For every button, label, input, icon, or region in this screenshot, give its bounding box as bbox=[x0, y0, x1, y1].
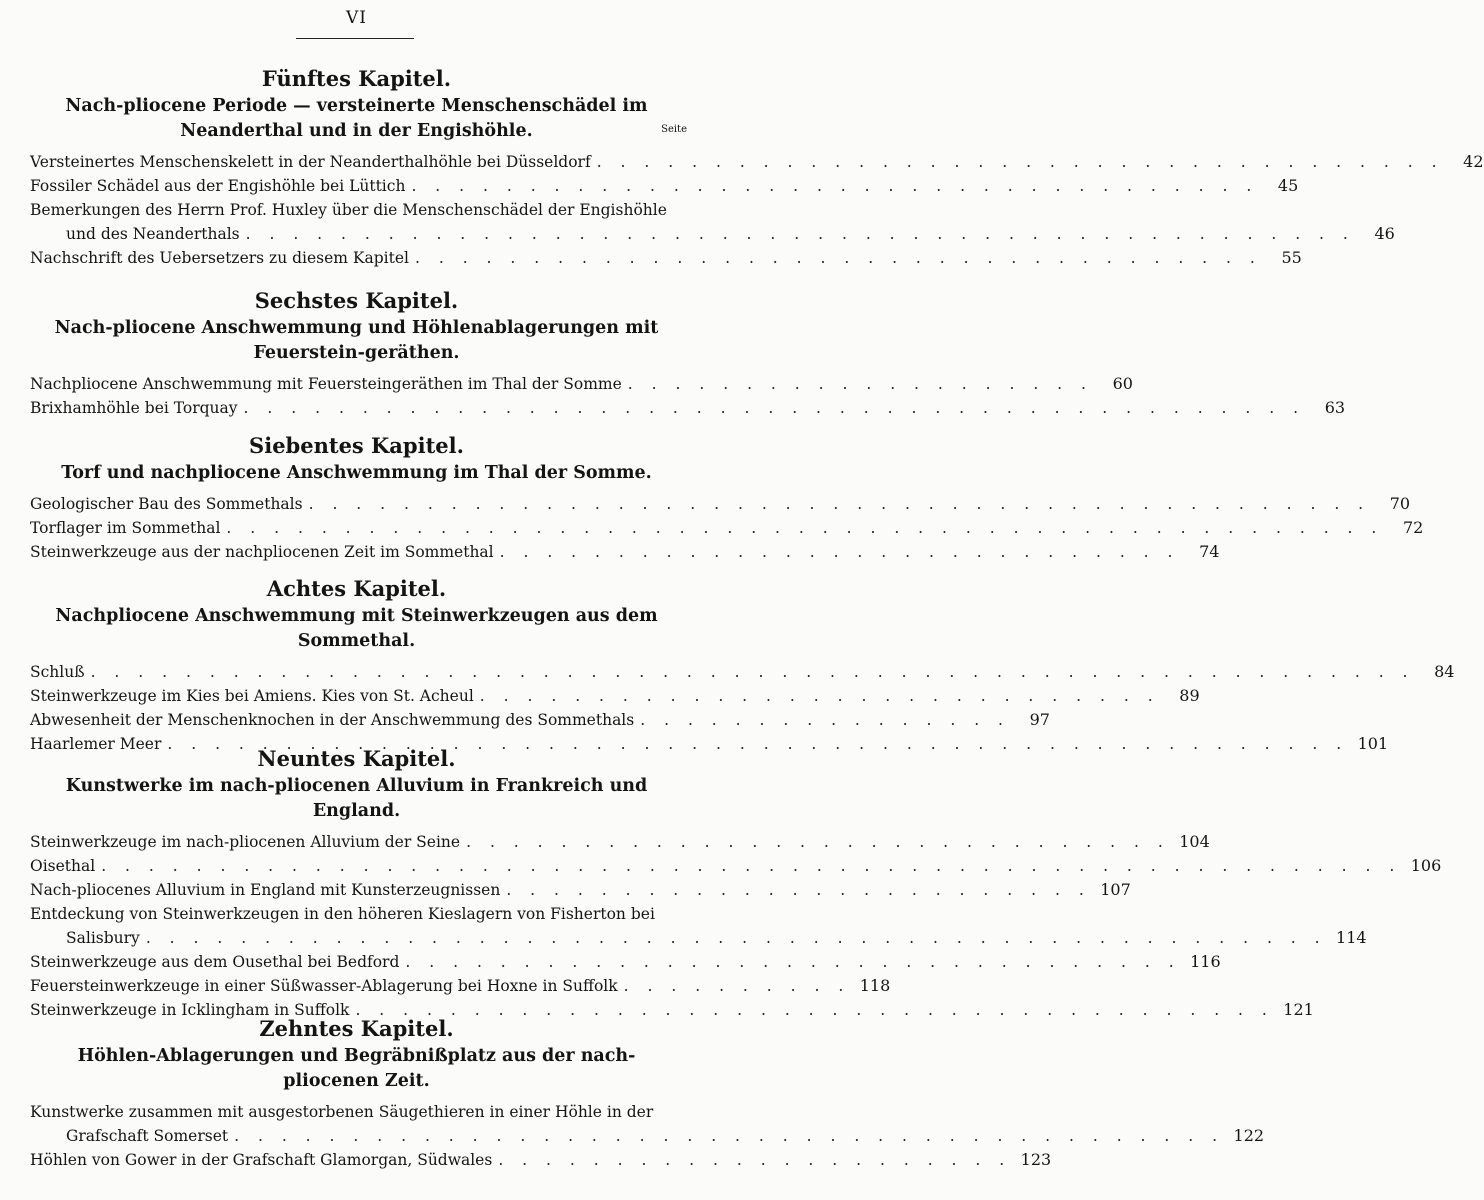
dot-leader: . . . . . . . . . . . . . . . . . . . . . . bbox=[498, 1151, 1012, 1169]
chapter-title: Neuntes Kapitel. bbox=[257, 746, 456, 771]
chapter-title: Siebentes Kapitel. bbox=[249, 433, 464, 458]
entry-text: Geologischer Bau des Sommethals bbox=[30, 495, 303, 513]
entry-text: Versteinertes Menschenskelett in der Neanderthalhöhle bei Düsseldorf bbox=[30, 153, 591, 171]
entry-page: 106 bbox=[1410, 856, 1442, 875]
entry-text: Brixhamhöhle bei Torquay bbox=[30, 399, 238, 417]
dot-leader: . . . . . . . . . . . . . . . . . . . . . . . . . . . . . bbox=[479, 687, 1160, 705]
toc-entry bbox=[30, 372, 1133, 396]
header-rule bbox=[296, 38, 414, 39]
entry-text-continuation: und des Neanderthals bbox=[66, 225, 240, 243]
dot-leader: . . . . . . . . . . . . . . . . . . . . . . . . . bbox=[506, 881, 1091, 899]
entry-text: Steinwerkzeuge im nach-pliocenen Alluvium der Seine bbox=[30, 833, 461, 851]
toc-entry bbox=[30, 246, 1302, 270]
entry-text: Bemerkungen des Herrn Prof. Huxley über die Menschenschädel der Engishöhle bbox=[30, 201, 667, 219]
chapter-9 bbox=[0, 746, 1442, 1022]
chapter-subtitle: Torf und nachpliocene Anschwemmung im Thal der Somme. bbox=[61, 463, 652, 483]
toc-entry bbox=[30, 708, 1050, 732]
entry-text: Steinwerkzeuge aus der nachpliocenen Zeit im Sommethal bbox=[30, 543, 494, 561]
toc-entry bbox=[30, 974, 891, 998]
entry-text: Nachschrift des Uebersetzers zu diesem Kapitel bbox=[30, 249, 409, 267]
page-number: VI bbox=[346, 8, 367, 28]
toc-entry bbox=[30, 492, 1411, 516]
entry-page: 84 bbox=[1434, 662, 1455, 681]
toc-entry bbox=[30, 854, 1442, 878]
entry-page: 118 bbox=[859, 976, 891, 995]
entry-page: 122 bbox=[1233, 1126, 1265, 1145]
toc-entry bbox=[30, 660, 1455, 684]
toc-entry bbox=[30, 1148, 1052, 1172]
entry-page: 42 bbox=[1463, 152, 1484, 171]
entry-text: Steinwerkzeuge aus dem Ousethal bei Bedford bbox=[30, 953, 400, 971]
toc-entry bbox=[30, 878, 1131, 902]
toc-entry bbox=[30, 150, 1484, 174]
entry-text: Schluß bbox=[30, 663, 85, 681]
toc-entry bbox=[30, 516, 1424, 540]
entry-text-continuation: Grafschaft Somerset bbox=[66, 1127, 229, 1145]
chapter-subtitle: Nachpliocene Anschwemmung mit Steinwerkzeugen aus dem Sommethal. bbox=[55, 606, 658, 651]
toc-entry bbox=[30, 396, 1346, 420]
dot-leader: . . . . . . . . . . . . . . . . . . . . . . . . . . . . . . . . . . . . . . . . . . . . . bbox=[243, 399, 1306, 417]
dot-leader: . . . . . . . . . . . . . . . . . . . . . . . . . . . . . . . . . . . . . . . . . . bbox=[234, 1127, 1225, 1145]
dot-leader: . . . . . . . . . . . . . . . . . . . . . . . . . . . . . bbox=[499, 543, 1180, 561]
entry-page: 63 bbox=[1324, 398, 1346, 417]
dot-leader: . . . . . . . . . . . . . . . . . . . . . . . . . . . . . . . . . . . . . . . bbox=[355, 1001, 1274, 1019]
entry-page: 74 bbox=[1199, 542, 1220, 561]
toc-entry bbox=[30, 174, 1299, 198]
dot-leader: . . . . . . . . . . . . . . . . . . . . . . . . . . . . . . . . . . . . . . . . . . . . . . . . . . bbox=[167, 735, 1349, 753]
entry-page: 114 bbox=[1336, 928, 1367, 947]
toc-entry bbox=[30, 684, 1200, 708]
entry-page: 70 bbox=[1389, 494, 1411, 513]
toc-entry bbox=[30, 540, 1220, 564]
entry-page: 101 bbox=[1357, 734, 1389, 753]
entry-page: 116 bbox=[1190, 952, 1221, 971]
entry-text: Kunstwerke zusammen mit ausgestorbenen Säugethieren in einer Höhle in der bbox=[30, 1103, 654, 1121]
chapter-title: Sechstes Kapitel. bbox=[254, 288, 459, 313]
entry-text: Haarlemer Meer bbox=[30, 735, 162, 753]
dot-leader: . . . . . . . . . . . . . . . . . . . . . . . . . . . . . . . . . bbox=[405, 953, 1181, 971]
chapter-subtitle: Höhlen-Ablagerungen und Begräbnißplatz aus der nach-pliocenen Zeit. bbox=[77, 1046, 636, 1091]
chapter-5 bbox=[0, 66, 1484, 270]
chapter-title: Zehntes Kapitel. bbox=[259, 1016, 454, 1041]
entry-text: Steinwerkzeuge in Icklingham in Suffolk bbox=[30, 1001, 350, 1019]
chapter-subtitle: Nach-pliocene Anschwemmung und Höhlenablagerungen mit Feuerstein-geräthen. bbox=[54, 318, 659, 363]
chapter-subtitle-text: Nach-pliocene Periode — versteinerte Menschenschädel im Neanderthal und in der Engishöhle. bbox=[65, 96, 648, 141]
entry-text: Nach-pliocenes Alluvium in England mit Kunsterzeugnissen bbox=[30, 881, 501, 899]
entry-page: 89 bbox=[1179, 686, 1200, 705]
toc-entry bbox=[30, 950, 1221, 974]
entry-page: 46 bbox=[1374, 224, 1395, 243]
entry-text: Fossiler Schädel aus der Engishöhle bei Lüttich bbox=[30, 177, 406, 195]
seite-label: Seite bbox=[661, 124, 687, 135]
dot-leader: . . . . . . . . . . . . . . . . . . . . bbox=[627, 375, 1093, 393]
toc-entry bbox=[30, 1100, 1265, 1148]
entry-page: 123 bbox=[1020, 1150, 1052, 1169]
dot-leader: . . . . . . . . . . . . . . . . bbox=[640, 711, 1010, 729]
entry-text: Entdeckung von Steinwerkzeugen in den höheren Kieslagern von Fisherton bei bbox=[30, 905, 655, 923]
dot-leader: . . . . . . . . . . . . . . . . . . . . . . . . . . . . . . . . . . . . . . . . . . . . . bbox=[308, 495, 1371, 513]
dot-leader: . . . . . . . . . . . . . . . . . . . . . . . . . . . . . . . . . . . . bbox=[415, 249, 1262, 267]
chapter-10 bbox=[0, 1016, 1265, 1172]
chapter-8 bbox=[0, 576, 1455, 756]
dot-leader: . . . . . . . . . . . . . . . . . . . . . . . . . . . . . . . . . . . . . . . . . . . . . . . bbox=[245, 225, 1355, 243]
entry-text: Abwesenheit der Menschenknochen in der Anschwemmung des Sommethals bbox=[30, 711, 635, 729]
dot-leader: . . . . . . . . . . . . . . . . . . . . . . . . . . . . . . . . . . . . . . . . . . . . . . . . . . . . . . . bbox=[101, 857, 1402, 875]
dot-leader: . . . . . . . . . . . . . . . . . . . . . . . . . . . . . . . . . . . . bbox=[411, 177, 1259, 195]
dot-leader: . . . . . . . . . . . . . . . . . . . . . . . . . . . . . . bbox=[466, 833, 1170, 851]
entry-text-continuation: Salisbury bbox=[66, 929, 140, 947]
dot-leader: . . . . . . . . . . bbox=[623, 977, 851, 995]
entry-text: Oisethal bbox=[30, 857, 96, 875]
toc-entry bbox=[30, 902, 1367, 950]
entry-page: 104 bbox=[1179, 832, 1210, 851]
chapter-7 bbox=[0, 433, 1424, 564]
chapter-subtitle bbox=[0, 94, 713, 144]
entry-text: Steinwerkzeuge im Kies bei Amiens. Kies von St. Acheul bbox=[30, 687, 474, 705]
dot-leader: . . . . . . . . . . . . . . . . . . . . . . . . . . . . . . . . . . . . . . . . . . . . . . . . . bbox=[226, 519, 1384, 537]
toc-entry bbox=[30, 198, 1395, 246]
toc-entry bbox=[30, 830, 1210, 854]
entry-page: 97 bbox=[1029, 710, 1050, 729]
entry-page: 60 bbox=[1112, 374, 1133, 393]
chapter-subtitle: Kunstwerke im nach-pliocenen Alluvium in Frankreich und England. bbox=[65, 776, 648, 821]
entry-page: 55 bbox=[1281, 248, 1302, 267]
dot-leader: . . . . . . . . . . . . . . . . . . . . . . . . . . . . . . . . . . . . bbox=[596, 153, 1444, 171]
entry-text: Torflager im Sommethal bbox=[30, 519, 221, 537]
entry-page: 72 bbox=[1402, 518, 1424, 537]
dot-leader: . . . . . . . . . . . . . . . . . . . . . . . . . . . . . . . . . . . . . . . . . . . . . . . . . . bbox=[145, 929, 1327, 947]
chapter-title: Fünftes Kapitel. bbox=[261, 66, 452, 91]
entry-page: 45 bbox=[1277, 176, 1299, 195]
chapter-6 bbox=[0, 288, 1346, 420]
entry-text: Höhlen von Gower in der Grafschaft Glamorgan, Südwales bbox=[30, 1151, 493, 1169]
entry-page: 121 bbox=[1283, 1000, 1314, 1019]
entry-text: Nachpliocene Anschwemmung mit Feuersteingeräthen im Thal der Somme bbox=[30, 375, 622, 393]
chapter-title: Achtes Kapitel. bbox=[266, 576, 447, 601]
entry-text: Feuersteinwerkzeuge in einer Süßwasser-Ablagerung bei Hoxne in Suffolk bbox=[30, 977, 618, 995]
dot-leader: . . . . . . . . . . . . . . . . . . . . . . . . . . . . . . . . . . . . . . . . . . . . . . . . . . . . . . . . bbox=[90, 663, 1415, 681]
entry-page: 107 bbox=[1100, 880, 1131, 899]
